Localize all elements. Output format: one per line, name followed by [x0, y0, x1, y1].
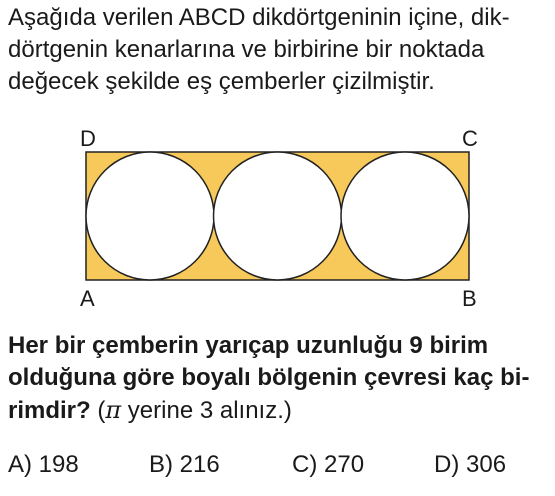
intro-line-2: dörtgenin kenarlarına ve birbirine bir noktada: [8, 36, 485, 63]
vertex-label-a: A: [80, 286, 95, 311]
choice-d[interactable]: D) 306: [434, 451, 507, 478]
choice-b[interactable]: B) 216: [149, 451, 220, 478]
vertex-label-d: D: [80, 126, 96, 151]
pi-symbol: π: [105, 396, 122, 424]
vertex-label-b: B: [462, 286, 477, 311]
circle-right: [341, 152, 469, 280]
question-bold-line-3: rimdir?: [8, 397, 91, 424]
note-text: yerine 3 alınız.): [121, 397, 292, 424]
question-bold-line-1: Her bir çemberin yarıçap uzunluğu 9 birim: [8, 332, 489, 359]
choice-c[interactable]: C) 270: [292, 451, 365, 478]
intro-line-3: değecek şekilde eş çemberler çizilmiştir.: [8, 68, 435, 95]
choice-a[interactable]: A) 198: [8, 451, 79, 478]
question-note: [97, 397, 292, 424]
intro-line-1: Aşağıda verilen ABCD dikdörtgeninin içine, dik-: [8, 4, 510, 31]
intro-text: [8, 2, 550, 98]
question-text: [8, 330, 550, 427]
answer-choices: [8, 447, 548, 483]
circle-middle: [214, 152, 342, 280]
vertex-label-c: C: [462, 126, 478, 151]
circle-left: [86, 152, 214, 280]
note-open-paren: (: [97, 397, 106, 424]
rectangle-figure: [0, 120, 555, 310]
question-bold-line-2: olduğuna göre boyalı bölgenin çevresi kaç bi-: [8, 364, 530, 391]
